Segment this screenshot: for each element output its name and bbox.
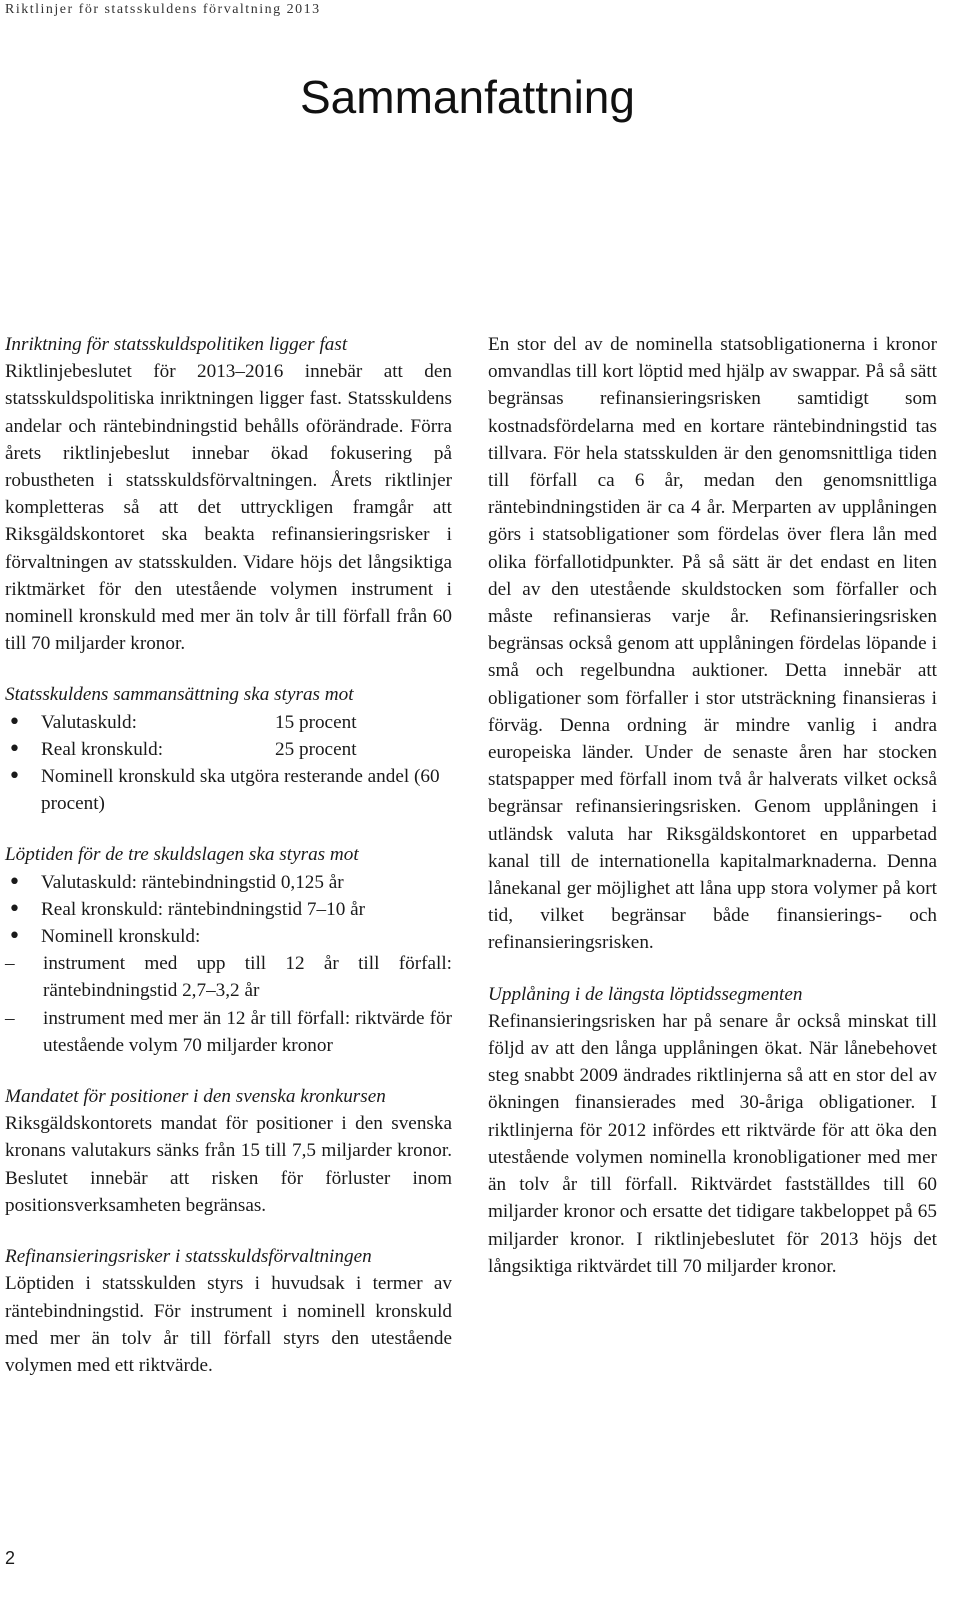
section-strategy <box>5 331 452 657</box>
page-title: Sammanfattning <box>300 71 635 123</box>
list-item-value: 15 procent <box>275 711 357 733</box>
page-number: 2 <box>5 1548 16 1568</box>
section-swaps <box>488 331 937 957</box>
sub-list-item-text: instrument med mer än 12 år till förfall: riktvärde för utestående volym 70 miljarder kronor <box>43 1007 452 1056</box>
list-item-text: Real kronskuld: räntebindningstid 7–10 år <box>41 898 366 920</box>
section-refinancing-body: Löptiden i statsskulden styrs i huvudsak i termer av räntebindningstid. För instrument i nominell kronskuld med mer än tolv år till förfall styrs den utestående volymen med ett riktvärde. <box>5 1273 452 1376</box>
section-refinancing-heading: Refinansieringsrisker i statsskuldsförvaltningen <box>5 1246 372 1268</box>
list-item <box>5 763 452 817</box>
list-item-label: Real kronskuld: <box>41 738 164 760</box>
right-column <box>488 331 937 1280</box>
section-mandate-paragraph <box>5 1083 452 1219</box>
section-refinancing <box>5 1243 452 1379</box>
section-mandate-body: Riksgäldskontorets mandat för positioner i den svenska kronans valutakurs sänks från 15 till 7,5 miljarder kronor. Beslutet innebär att risken för förluster inom positionsverksamheten begränsas. <box>5 1113 452 1216</box>
list-item <box>5 896 452 923</box>
list-item <box>5 869 452 896</box>
list-item <box>5 923 452 950</box>
list-item-value: 25 procent <box>275 738 357 760</box>
maturity-sublist <box>5 950 452 1059</box>
list-item-text: Nominell kronskuld ska utgöra resterande andel (60 procent) <box>41 766 440 815</box>
sub-list-item <box>5 1005 452 1059</box>
section-long-borrowing-paragraph <box>488 981 937 1280</box>
sub-list-item-text: instrument med upp till 12 år till förfall: räntebindningstid 2,7–3,2 år <box>43 953 452 1002</box>
section-strategy-body: Riktlinjebeslutet för 2013–2016 innebär att den statsskuldspolitiska inriktningen ligger fast. Statsskuldens andelar och räntebindningstid behålls oförändrade. Förra årets riktlinjebeslut innebar ökad fokusering på robustheten i statsskuldsförvaltningen. Årets riktlinjer kompletteras så att det uttryckligen framgår att Riksgäldskontoret ska beakta refinansieringsrisker i förvaltningen av statsskulden. Vidare höjs det långsiktiga riktmärket för den utestående volymen instrument i nominell kronskuld med mer än tolv år till förfall från 60 till 70 miljarder kronor. <box>5 361 452 655</box>
section-composition-heading: Statsskuldens sammansättning ska styras mot <box>5 684 354 706</box>
section-long-borrowing-body: Refinansieringsrisken har på senare år också minskat till följd av att den långa upplåningen ökat. När lånebehovet steg snabbt 2009 ändrades riktlinjerna så att en stor del av ökningen finansierades med 30-åriga obligationer. I riktlinjerna för 2012 infördes ett riktvärde för att öka den utestående volymen nominella kronobligationer med mer än tolv år till förfall. Riktvärdet fastställdes till 60 miljarder kronor och ersatte det tidigare takbeloppet på 65 miljarder kronor. I riktlinjebeslutet för 2013 höjs det långsiktiga riktvärdet till 70 miljarder kronor. <box>488 1010 937 1277</box>
section-refinancing-paragraph <box>5 1243 452 1379</box>
running-header: Riktlinjer för statsskuldens förvaltning 2013 <box>5 2 321 17</box>
left-column <box>5 331 452 1379</box>
list-item <box>5 736 452 763</box>
maturity-list <box>5 869 452 951</box>
section-mandate-heading: Mandatet för positioner i den svenska kronkursen <box>5 1086 386 1108</box>
section-maturity-heading: Löptiden för de tre skuldslagen ska styras mot <box>5 844 359 866</box>
section-long-borrowing <box>488 981 937 1280</box>
section-maturity <box>5 841 452 1059</box>
section-long-borrowing-heading: Upplåning i de längsta löptidssegmenten <box>488 983 803 1005</box>
list-item-text: Valutaskuld: räntebindningstid 0,125 år <box>41 871 344 893</box>
section-strategy-heading: Inriktning för statsskuldspolitiken ligger fast <box>5 334 348 355</box>
composition-list <box>5 709 452 818</box>
section-strategy-paragraph <box>5 331 452 657</box>
list-item-label: Valutaskuld: <box>41 711 137 733</box>
sub-list-item <box>5 950 452 1004</box>
section-composition <box>5 681 452 817</box>
list-item <box>5 709 452 736</box>
section-swaps-paragraph: En stor del av de nominella statsobligationerna i kronor omvandlas till kort löptid med hjälp av swappar. På så sätt begränsas refinansieringsrisken samtidigt som kostnadsfördelarna med en kortare räntebindningstid tas tillvara. För hela statsskulden är den genomsnittliga tiden till förfall ca 6 år, medan den genomsnittliga räntebindningstiden är ca 4 år. Merparten av upplåningen görs i statsobligationer som fördelas över flera lån med olika förfallotidpunkter. På så sätt är det endast en liten del av den utestående skuldstocken som förfaller och måste refinansieras varje år. Refinansieringsrisken begränsas också genom att upplåningen fördelas löpande i små och regelbundna auktioner. Detta innebär att obligationer som förfaller i stor utsträckning finansieras i förväg. Denna ordning är mindre vanlig i andra europeiska länder. Under de senaste åren har stocken statspapper med förfall inom två år halverats vilket också begränsar refinansieringsrisken. Genom upplåningen i utländsk valuta har Riksgäldskontoret en upparbetad kanal till de internationella kapitalmarknaderna. Denna lånekanal ger möjlighet att låna upp stora volymer på kort tid, vilket begränsar både finansierings- och refinansieringsrisken. <box>488 334 937 954</box>
list-item-text: Nominell kronskuld: <box>41 926 201 948</box>
section-mandate <box>5 1083 452 1219</box>
